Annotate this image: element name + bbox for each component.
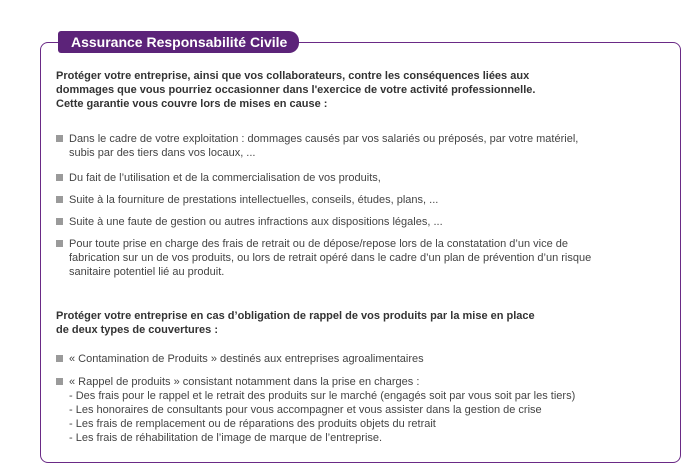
list-item-text: Pour toute prise en charge des frais de retrait ou de dépose/repose lors de la constatation d’un vice de (69, 238, 568, 250)
section-title: Assurance Responsabilité Civile (58, 31, 299, 53)
list-item-text: Suite à la fourniture de prestations intellectuelles, conseils, études, plans, ... (69, 194, 439, 206)
list-item (56, 193, 656, 207)
intro-line: de deux types de couvertures : (56, 324, 218, 336)
sub-item-text: - Des frais pour le rappel et le retrait des produits sur le marché (engagés soit par vous soit par les tiers) (69, 390, 576, 402)
sub-item-text: - Les frais de réhabilitation de l’image de marque de l’entreprise. (69, 432, 383, 444)
bullet-square-icon (56, 378, 63, 385)
list-item (56, 132, 656, 160)
list-item-text: Suite à une faute de gestion ou autres infractions aux dispositions légales, ... (69, 216, 443, 228)
intro-line: dommages que vous pourriez occasionner dans l'exercice de votre activité professionnelle. (56, 84, 536, 96)
sub-item-text: - Les frais de remplacement ou de réparations des produits objets du retrait (69, 418, 436, 430)
intro-line: Cette garantie vous couvre lors de mises en cause : (56, 98, 328, 110)
sub-item-text: - Les honoraires de consultants pour vous accompagner et vous assister dans la gestion de crise (69, 404, 542, 416)
intro-line: Protéger votre entreprise en cas d’obligation de rappel de vos produits par la mise en place (56, 310, 535, 322)
bullet-square-icon (56, 355, 63, 362)
bullet-square-icon (56, 240, 63, 247)
list-item (56, 171, 656, 185)
list-item (56, 215, 656, 229)
bullet-square-icon (56, 135, 63, 142)
list-item (56, 237, 656, 279)
intro-paragraph-2 (56, 309, 666, 337)
list-item-text: fabrication sur un de vos produits, ou lors de retrait opéré dans le cadre d’un plan de prévention d’un risque (69, 252, 592, 264)
list-item (56, 375, 656, 445)
list-item-text: Dans le cadre de votre exploitation : dommages causés par vos salariés ou préposés, par votre matériel, (69, 133, 579, 145)
list-item (56, 352, 656, 366)
list-item-text: « Rappel de produits » consistant notamment dans la prise en charges : (69, 376, 420, 388)
bullet-square-icon (56, 174, 63, 181)
list-item-text: sanitaire potentiel lié au produit. (69, 266, 225, 278)
list-item-text: « Contamination de Produits » destinés aux entreprises agroalimentaires (69, 353, 424, 365)
intro-paragraph-1 (56, 69, 666, 111)
intro-line: Protéger votre entreprise, ainsi que vos collaborateurs, contre les conséquences liées aux (56, 70, 530, 82)
list-item-text: subis par des tiers dans vos locaux, ... (69, 147, 256, 159)
bullet-square-icon (56, 218, 63, 225)
list-item-text: Du fait de l’utilisation et de la commercialisation de vos produits, (69, 172, 381, 184)
bullet-square-icon (56, 196, 63, 203)
